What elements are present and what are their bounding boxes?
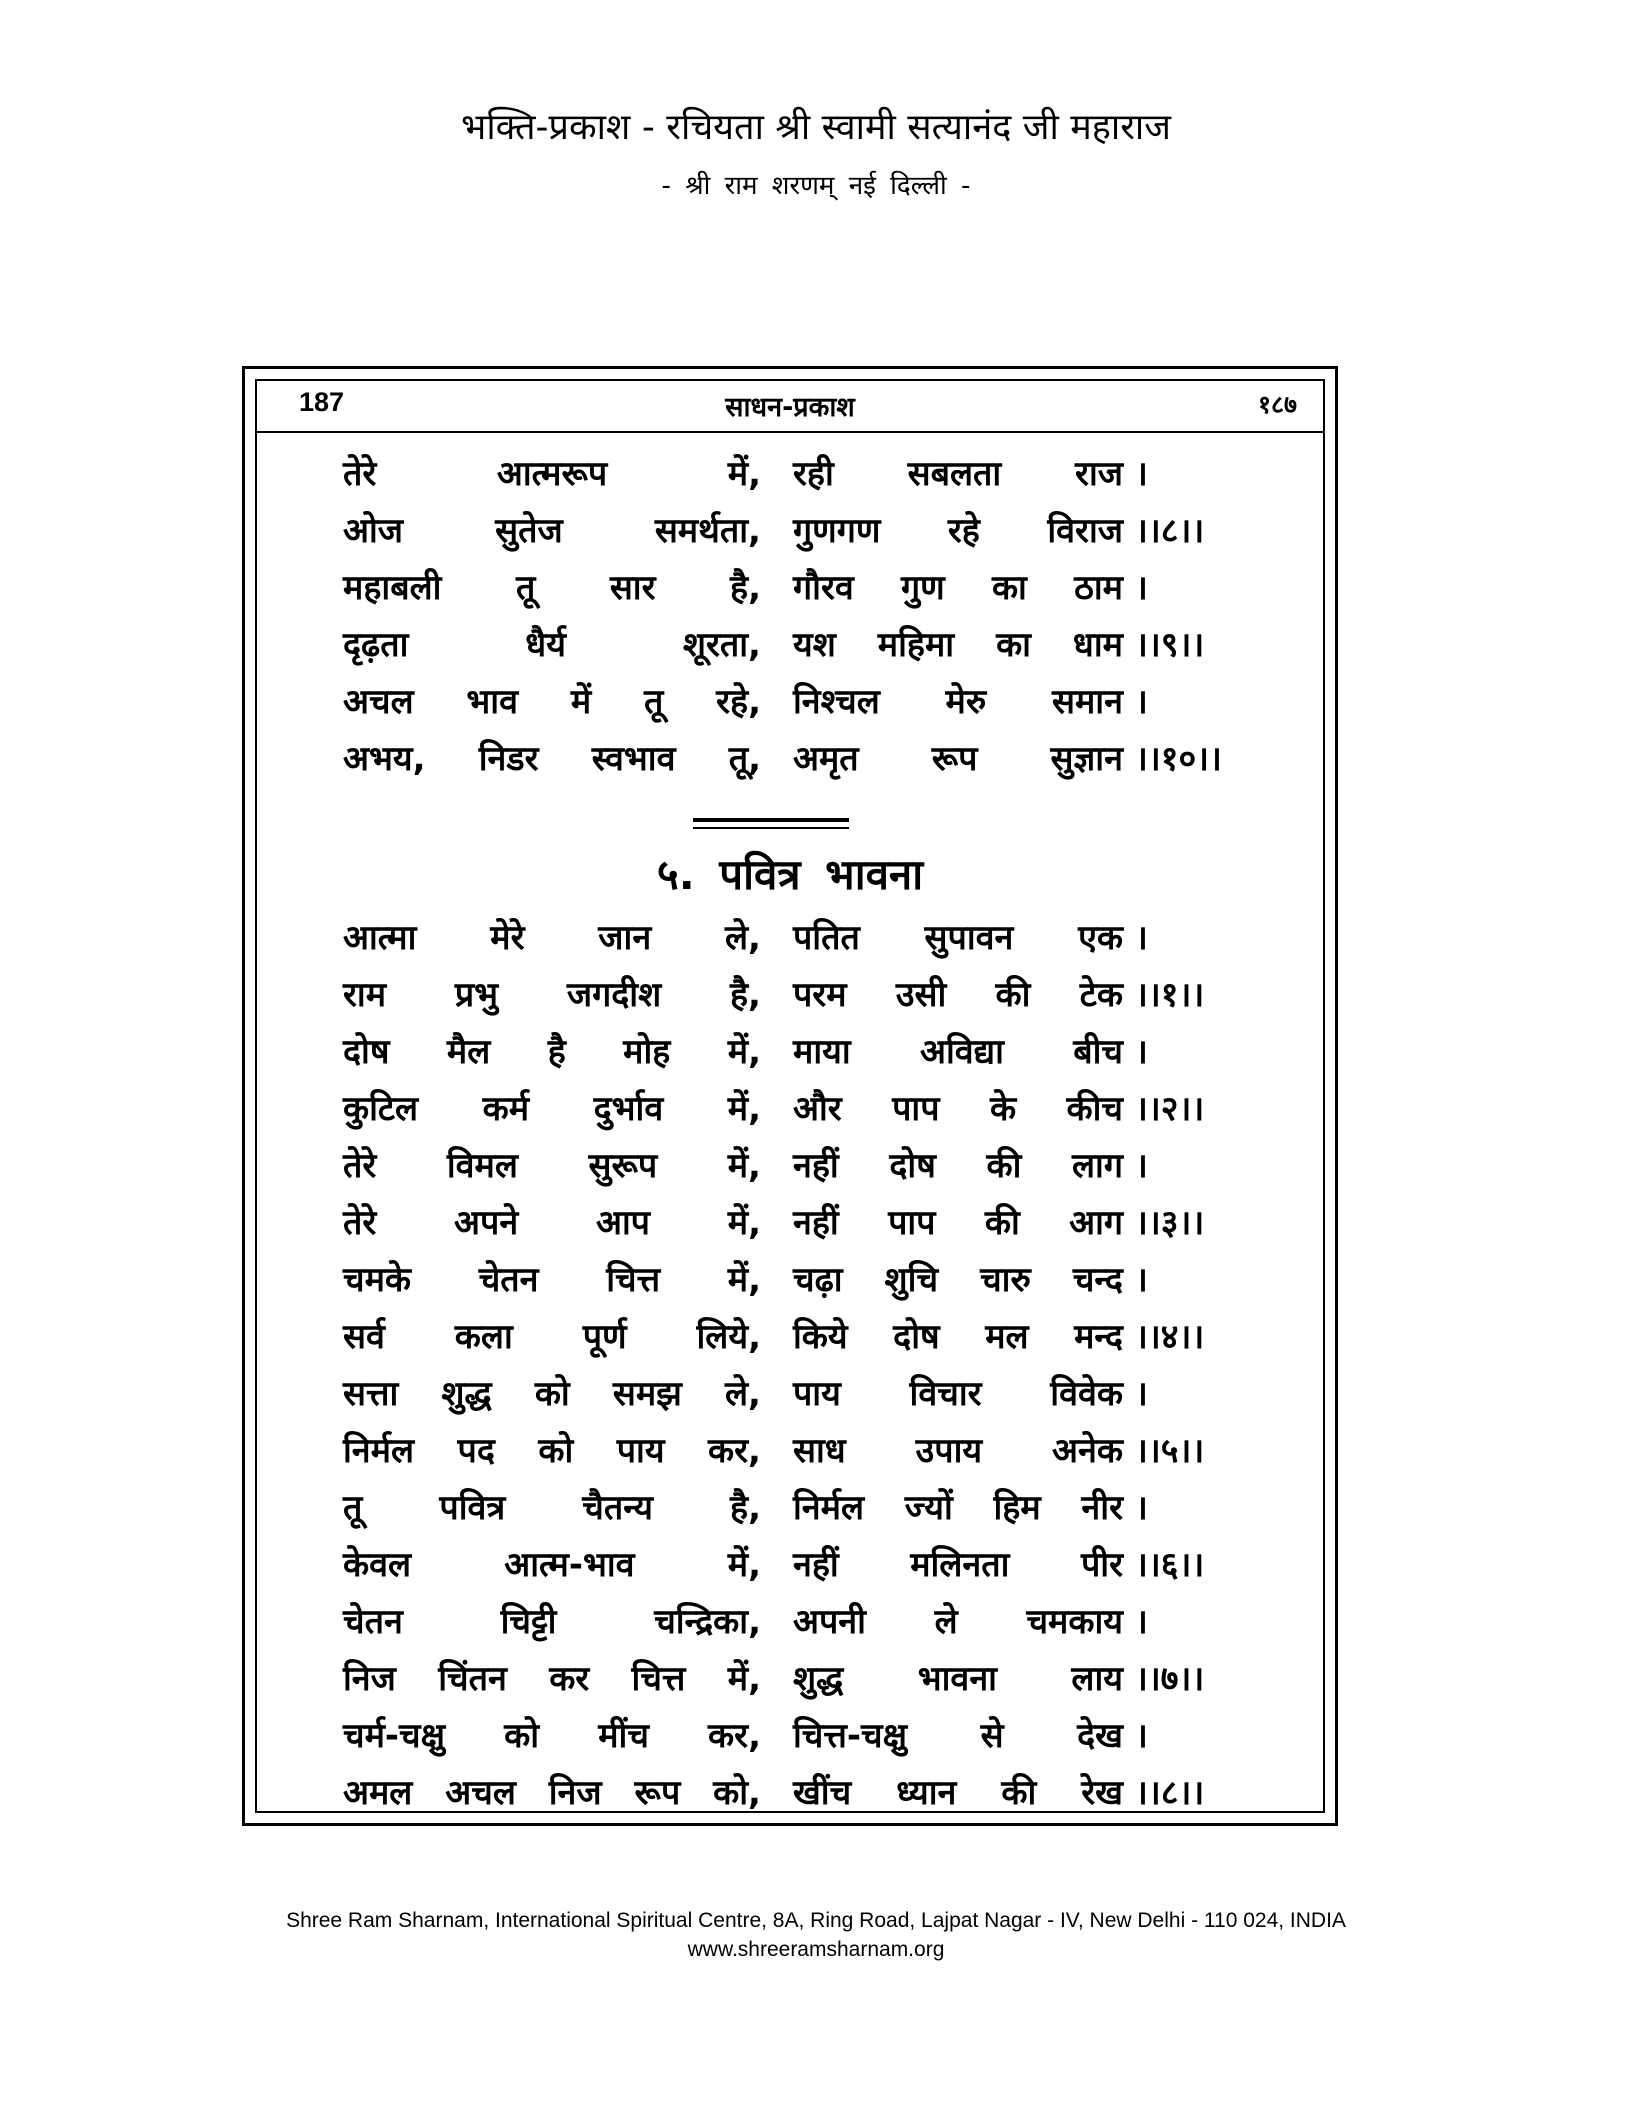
- verse-word: नीर: [1081, 1488, 1123, 1528]
- verse-word: दोष: [893, 1317, 940, 1357]
- verse-word: ध्यान: [896, 1773, 957, 1813]
- verse-first-half: [343, 1597, 761, 1643]
- verse-line: [343, 1768, 1253, 1825]
- verse-line: [343, 1027, 1253, 1084]
- verse-second-half: [793, 1597, 1123, 1643]
- verse-word: रेख: [1081, 1773, 1123, 1813]
- page-frame: [242, 366, 1338, 1826]
- document-header: [0, 102, 1632, 206]
- verse-word: लाग: [1072, 1146, 1123, 1186]
- verse-word: सबलता: [907, 454, 1002, 494]
- verse-first-half: [343, 1084, 761, 1130]
- verse-first-half: [343, 734, 761, 780]
- verse-word: चमके: [343, 1260, 412, 1300]
- verse-first-half: [343, 1027, 761, 1073]
- verse-word: चित्त: [606, 1260, 661, 1300]
- verse-word: देख: [1077, 1716, 1123, 1756]
- verse-word: एक: [1078, 918, 1123, 958]
- verse-word: ले,: [724, 1374, 761, 1414]
- verse-word: पीर: [1080, 1545, 1123, 1585]
- verse-word: के: [989, 1089, 1017, 1129]
- verse-word: धाम: [1072, 625, 1123, 665]
- verse-number-mark: ।।३।।: [1135, 1203, 1205, 1243]
- verse-line: [343, 1540, 1253, 1597]
- verse-word: है,: [730, 975, 761, 1015]
- verse-word: लिये,: [696, 1317, 761, 1357]
- verse-word: विवेक: [1050, 1374, 1123, 1414]
- verse-word: पूर्ण: [582, 1317, 627, 1357]
- verse-second-half: [793, 970, 1123, 1016]
- verse-line: [343, 1255, 1253, 1312]
- book-title: भक्ति-प्रकाश - रचियता श्री स्वामी सत्यानंद जी महाराज: [461, 107, 1171, 148]
- running-head: [257, 381, 1323, 433]
- verse-word: गुण: [900, 568, 945, 608]
- verse-number-mark: ।।१०।।: [1135, 739, 1222, 779]
- verse-first-half: [343, 677, 761, 723]
- verse-word: मलिनता: [910, 1545, 1010, 1585]
- verse-word: है: [547, 1032, 566, 1072]
- verses-bottom: [343, 913, 1253, 1825]
- verse-word: पद: [457, 1431, 495, 1471]
- verse-line: [343, 1654, 1253, 1711]
- verse-word: स्वभाव: [591, 739, 676, 779]
- verse-word: निज: [548, 1773, 602, 1813]
- verse-first-half: [343, 1369, 761, 1415]
- verse-word: ले: [934, 1602, 958, 1642]
- verse-line: [343, 506, 1253, 563]
- verse-word: तू: [343, 1488, 363, 1528]
- verse-line: [343, 1198, 1253, 1255]
- verse-word: चिट्टी: [500, 1602, 557, 1642]
- verse-word: का: [996, 625, 1031, 665]
- section-title: ५. पवित्र भावना: [656, 850, 924, 899]
- verse-line: [343, 1426, 1253, 1483]
- verse-word: सार: [609, 568, 656, 608]
- verse-word: चैतन्य: [582, 1488, 653, 1528]
- verse-word: चारु: [980, 1260, 1031, 1300]
- verse-word: चढ़ा: [793, 1260, 843, 1300]
- verse-word: जगदीश: [566, 975, 662, 1015]
- verse-word: चन्द: [1072, 1260, 1123, 1300]
- verse-word: मैल: [446, 1032, 491, 1072]
- page-frame-inner: [255, 379, 1325, 1813]
- verse-word: है,: [730, 568, 761, 608]
- verse-word: दृढ़ता: [343, 625, 409, 665]
- verse-word: आप: [595, 1203, 650, 1243]
- document-footer: [0, 1906, 1632, 1964]
- verse-word: खींच: [793, 1773, 852, 1813]
- verse-number-mark: ।।९।।: [1135, 625, 1205, 665]
- verse-second-half: [793, 1312, 1123, 1358]
- verse-line: [343, 1084, 1253, 1141]
- verse-second-half: [793, 913, 1123, 959]
- verse-word: उसी: [895, 975, 947, 1015]
- verse-word: विचार: [909, 1374, 982, 1414]
- verse-word: आत्म-भाव: [504, 1545, 635, 1585]
- verse-second-half: [793, 1198, 1123, 1244]
- verse-first-half: [343, 913, 761, 959]
- verse-first-half: [343, 970, 761, 1016]
- verse-line: [343, 734, 1253, 791]
- verse-number-mark: ।: [1135, 1488, 1148, 1528]
- verse-line: [343, 970, 1253, 1027]
- verse-word: में,: [727, 1203, 761, 1243]
- verse-word: सुतेज: [495, 511, 563, 551]
- verse-word: भाव: [466, 682, 519, 722]
- verse-line: [343, 677, 1253, 734]
- section-divider-thin: [693, 827, 849, 829]
- verse-number-mark: ।: [1135, 1716, 1148, 1756]
- verse-word: मींच: [598, 1716, 649, 1756]
- verse-second-half: [793, 506, 1123, 552]
- verse-word: अनेक: [1052, 1431, 1123, 1471]
- verse-line: [343, 1597, 1253, 1654]
- verse-word: विराज: [1047, 511, 1123, 551]
- verse-word: को: [538, 1431, 574, 1471]
- verse-word: का: [991, 568, 1027, 608]
- verse-word: रूप: [634, 1773, 681, 1813]
- verse-word: अमृत: [793, 739, 859, 779]
- verse-word: टेक: [1079, 975, 1123, 1015]
- verse-word: अपने: [454, 1203, 519, 1243]
- verse-word: महिमा: [877, 625, 955, 665]
- verse-word: विमल: [446, 1146, 518, 1186]
- verse-word: दोष: [889, 1146, 936, 1186]
- verse-second-half: [793, 1768, 1123, 1814]
- verse-word: नहीं: [793, 1146, 839, 1186]
- verse-word: अविद्या: [919, 1032, 1004, 1072]
- verse-word: परम: [793, 975, 847, 1015]
- verse-word: में,: [727, 1260, 761, 1300]
- verse-word: तेरे: [343, 1203, 377, 1243]
- verse-second-half: [793, 1141, 1123, 1187]
- verse-word: शुद्ध: [441, 1374, 492, 1414]
- verse-first-half: [343, 1483, 761, 1529]
- verse-word: चमकाय: [1026, 1602, 1123, 1642]
- verse-word: ज्यों: [904, 1488, 953, 1528]
- verse-second-half: [793, 1540, 1123, 1586]
- verse-number-mark: ।: [1135, 1602, 1148, 1642]
- verse-word: और: [793, 1089, 842, 1129]
- verse-line: [343, 1711, 1253, 1768]
- verse-second-half: [793, 1084, 1123, 1130]
- verse-word: मोह: [623, 1032, 671, 1072]
- verse-second-half: [793, 620, 1123, 666]
- verse-word: मेरे: [490, 918, 525, 958]
- verse-word: दोष: [343, 1032, 390, 1072]
- verse-word: चर्म-चक्षु: [343, 1716, 446, 1756]
- verse-first-half: [343, 1198, 761, 1244]
- verse-number-mark: ।: [1135, 1374, 1148, 1414]
- verse-word: तेरे: [343, 454, 377, 494]
- verse-number-mark: ।: [1135, 918, 1148, 958]
- verses-container: [343, 449, 1253, 1825]
- verse-word: में,: [727, 1032, 761, 1072]
- verse-word: ओज: [343, 511, 404, 551]
- verse-word: शुद्ध: [793, 1659, 844, 1699]
- verse-first-half: [343, 563, 761, 609]
- verse-first-half: [343, 449, 761, 495]
- verse-word: रहे,: [716, 682, 761, 722]
- verse-word: रहे: [947, 511, 980, 551]
- verse-word: कुटिल: [343, 1089, 419, 1129]
- verse-number-mark: ।।१।।: [1135, 975, 1205, 1015]
- verse-word: कर: [549, 1659, 590, 1699]
- verse-word: साध: [793, 1431, 846, 1471]
- verse-number-mark: ।।४।।: [1135, 1317, 1205, 1357]
- verse-word: निज: [343, 1659, 396, 1699]
- verse-word: मन्द: [1074, 1317, 1123, 1357]
- verse-line: [343, 1369, 1253, 1426]
- verse-word: निर्मल: [793, 1488, 865, 1528]
- verse-word: सुज्ञान: [1050, 739, 1123, 779]
- verse-second-half: [793, 1711, 1123, 1757]
- verse-word: दुर्भाव: [593, 1089, 664, 1129]
- verse-first-half: [343, 1141, 761, 1187]
- page-number-devanagari: १८७: [1257, 390, 1297, 419]
- verse-second-half: [793, 1654, 1123, 1700]
- verse-word: में,: [727, 1545, 761, 1585]
- verse-word: चेतन: [478, 1260, 539, 1300]
- verse-word: है,: [730, 1488, 761, 1528]
- verse-word: धैर्य: [525, 625, 566, 665]
- verse-word: में,: [727, 1659, 761, 1699]
- verse-number-mark: ।।७।।: [1135, 1659, 1205, 1699]
- verse-word: आत्मा: [343, 918, 417, 958]
- verse-word: समर्थता,: [654, 511, 761, 551]
- verse-number-mark: ।: [1135, 1260, 1148, 1300]
- verse-word: तू: [643, 682, 664, 722]
- verse-word: महाबली: [343, 568, 442, 608]
- verse-word: हिम: [993, 1488, 1041, 1528]
- verse-word: में: [570, 682, 592, 722]
- verse-line: [343, 1483, 1253, 1540]
- verse-word: कर्म: [482, 1089, 530, 1129]
- verse-word: आग: [1069, 1203, 1123, 1243]
- verse-word: रूप: [931, 739, 978, 779]
- verse-number-mark: ।: [1135, 682, 1148, 722]
- verse-word: की: [995, 975, 1031, 1015]
- verse-word: राम: [343, 975, 387, 1015]
- verse-first-half: [343, 506, 761, 552]
- verse-word: भावना: [917, 1659, 997, 1699]
- verse-word: चन्द्रिका,: [654, 1602, 761, 1642]
- verse-word: समझ: [612, 1374, 682, 1414]
- verse-word: मेरु: [945, 682, 987, 722]
- verse-word: पाप: [892, 1089, 940, 1129]
- verse-word: अभय,: [343, 739, 426, 779]
- verse-word: से: [980, 1716, 1004, 1756]
- verse-word: किये: [793, 1317, 848, 1357]
- verse-word: चित्त: [631, 1659, 686, 1699]
- verse-word: में,: [727, 1089, 761, 1129]
- verse-word: शुचि: [884, 1260, 939, 1300]
- verse-word: उपाय: [915, 1431, 983, 1471]
- verse-word: चेतन: [343, 1602, 403, 1642]
- verse-word: चित्त-चक्षु: [793, 1716, 907, 1756]
- verse-first-half: [343, 1312, 761, 1358]
- verse-word: पवित्र: [439, 1488, 506, 1528]
- verse-second-half: [793, 563, 1123, 609]
- verse-second-half: [793, 449, 1123, 495]
- publisher-line: - श्री राम शरणम् नई दिल्ली -: [661, 171, 971, 201]
- verse-second-half: [793, 1027, 1123, 1073]
- verse-word: राज: [1075, 454, 1123, 494]
- verse-word: अचल: [343, 682, 414, 722]
- verse-word: तू: [515, 568, 536, 608]
- verse-word: को,: [713, 1773, 761, 1813]
- verse-number-mark: ।।५।।: [1135, 1431, 1205, 1471]
- verse-line: [343, 563, 1253, 620]
- verse-word: को: [534, 1374, 570, 1414]
- verse-word: निश्चल: [793, 682, 880, 722]
- verse-word: नहीं: [793, 1545, 839, 1585]
- verse-word: में,: [727, 1146, 761, 1186]
- verse-word: प्रभु: [454, 975, 499, 1015]
- footer-address: Shree Ram Sharnam, International Spiritual Centre, 8A, Ring Road, Lajpat Nagar - IV, New Delhi - 110 024, INDIA: [286, 1909, 1346, 1932]
- verse-word: माया: [793, 1032, 851, 1072]
- verse-word: नहीं: [793, 1203, 839, 1243]
- verse-word: तू,: [728, 739, 761, 779]
- verse-line: [343, 620, 1253, 677]
- verse-word: आत्मरूप: [496, 454, 608, 494]
- footer-website: www.shreeramsharnam.org: [687, 1938, 945, 1961]
- verse-second-half: [793, 1483, 1123, 1529]
- verse-word: शूरता,: [682, 625, 761, 665]
- verse-word: सर्व: [343, 1317, 385, 1357]
- verse-word: सत्ता: [343, 1374, 399, 1414]
- verse-first-half: [343, 1711, 761, 1757]
- verse-number-mark: ।: [1135, 454, 1148, 494]
- verse-word: ले,: [725, 918, 761, 958]
- verse-second-half: [793, 677, 1123, 723]
- verse-second-half: [793, 734, 1123, 780]
- verse-word: कर,: [708, 1431, 761, 1471]
- verse-first-half: [343, 1540, 761, 1586]
- verse-number-mark: ।।८।।: [1135, 511, 1205, 551]
- verse-word: जान: [598, 918, 652, 958]
- verse-word: केवल: [343, 1545, 412, 1585]
- verse-word: में,: [727, 454, 761, 494]
- verse-line: [343, 449, 1253, 506]
- verse-word: पाय: [793, 1374, 841, 1414]
- verse-second-half: [793, 1369, 1123, 1415]
- verse-word: की: [984, 1203, 1020, 1243]
- verses-top: [343, 449, 1253, 791]
- verse-word: समान: [1051, 682, 1123, 722]
- verse-word: कीच: [1066, 1089, 1123, 1129]
- verse-word: निडर: [478, 739, 539, 779]
- verse-number-mark: ।।६।।: [1135, 1545, 1205, 1585]
- verse-number-mark: ।।२।।: [1135, 1089, 1205, 1129]
- verse-line: [343, 1312, 1253, 1369]
- verse-first-half: [343, 1426, 761, 1472]
- verse-word: यश: [793, 625, 836, 665]
- verse-second-half: [793, 1426, 1123, 1472]
- section-divider-thick: [693, 818, 849, 822]
- verse-word: गुणगण: [793, 511, 881, 551]
- verse-word: कर,: [708, 1716, 761, 1756]
- verse-word: को: [504, 1716, 540, 1756]
- verse-word: लाय: [1071, 1659, 1123, 1699]
- verse-word: गौरव: [793, 568, 854, 608]
- verse-word: सुरूप: [588, 1146, 658, 1186]
- page-number: 187: [299, 387, 345, 417]
- verse-number-mark: ।: [1135, 1146, 1148, 1186]
- verse-word: अमल: [343, 1773, 413, 1813]
- verse-word: ठाम: [1074, 568, 1123, 608]
- verse-word: की: [986, 1146, 1022, 1186]
- verse-word: बीच: [1073, 1032, 1123, 1072]
- verse-word: कला: [454, 1317, 513, 1357]
- verse-word: अचल: [445, 1773, 516, 1813]
- verse-first-half: [343, 1255, 761, 1301]
- verse-word: निर्मल: [343, 1431, 415, 1471]
- verse-word: पाय: [616, 1431, 665, 1471]
- verse-word: चिंतन: [438, 1659, 507, 1699]
- verse-number-mark: ।।८।।: [1135, 1773, 1205, 1813]
- verse-number-mark: ।: [1135, 568, 1148, 608]
- running-head-section: साधन-प्रकाश: [725, 392, 855, 423]
- verse-word: पाप: [888, 1203, 936, 1243]
- verse-first-half: [343, 1768, 761, 1814]
- verse-line: [343, 913, 1253, 970]
- verse-word: की: [1001, 1773, 1037, 1813]
- verse-word: अपनी: [793, 1602, 866, 1642]
- verse-second-half: [793, 1255, 1123, 1301]
- verse-word: पतित: [793, 918, 860, 958]
- verse-line: [343, 1141, 1253, 1198]
- verse-first-half: [343, 620, 761, 666]
- verse-word: मल: [985, 1317, 1029, 1357]
- verse-word: रही: [793, 454, 834, 494]
- verse-number-mark: ।: [1135, 1032, 1148, 1072]
- verse-word: तेरे: [343, 1146, 377, 1186]
- verse-word: सुपावन: [924, 918, 1014, 958]
- verse-first-half: [343, 1654, 761, 1700]
